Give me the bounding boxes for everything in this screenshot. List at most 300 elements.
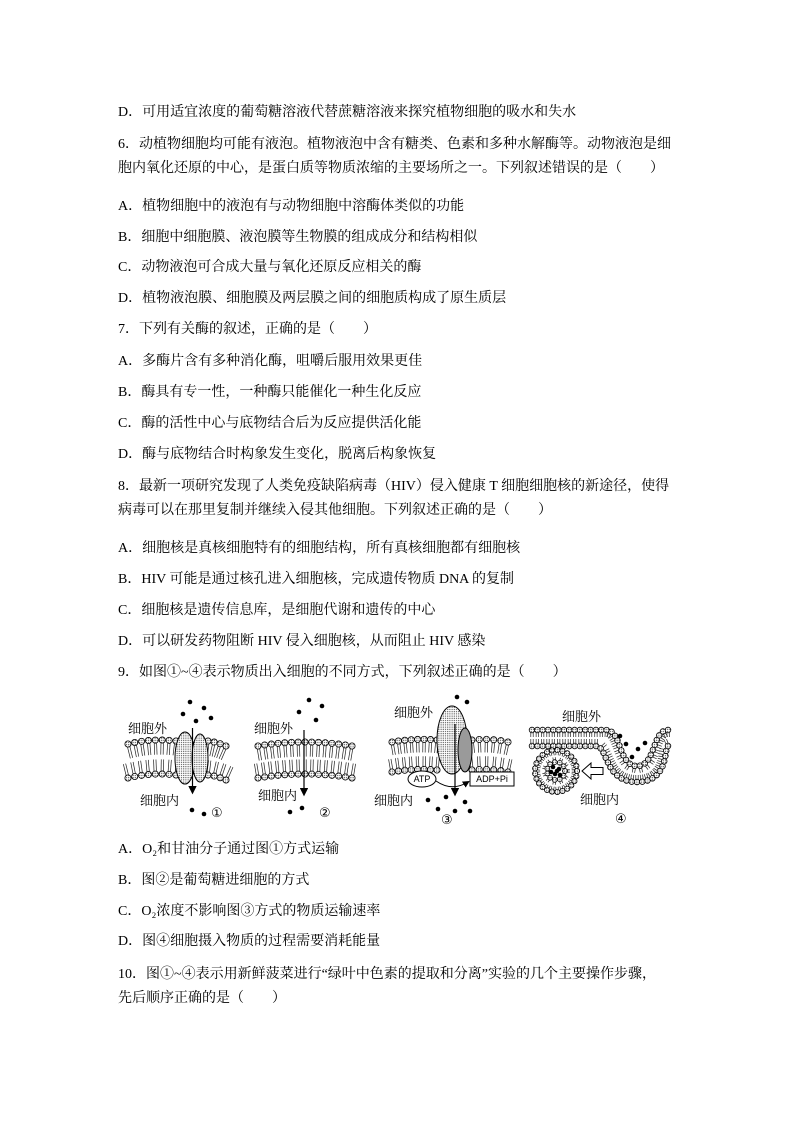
phospholipid-tail bbox=[548, 760, 550, 762]
phospholipid-tail bbox=[666, 739, 668, 743]
phospholipid-tail bbox=[565, 778, 567, 779]
panel-1-number: ① bbox=[211, 805, 223, 820]
solute-particle bbox=[630, 755, 635, 760]
solute-particle bbox=[314, 718, 319, 723]
question-9-option-d: D．图④细胞摄入物质的过程需要消耗能量 bbox=[118, 934, 381, 949]
phospholipid-head bbox=[598, 727, 604, 733]
phospholipid-head bbox=[561, 743, 567, 749]
phospholipid-tail bbox=[572, 774, 575, 775]
phospholipid-head bbox=[217, 741, 223, 747]
panel-3-number: ③ bbox=[441, 812, 453, 827]
phospholipid-tail bbox=[602, 743, 605, 746]
phospholipid-head bbox=[529, 727, 535, 733]
phospholipid-head bbox=[572, 743, 578, 749]
phospholipid-tail bbox=[606, 751, 610, 753]
solute-particle bbox=[202, 812, 207, 817]
solute-particle bbox=[288, 810, 293, 815]
phospholipid-tail bbox=[569, 780, 571, 781]
phospholipid-tail bbox=[567, 758, 569, 760]
phospholipid-tail bbox=[271, 747, 272, 758]
phospholipid-head bbox=[268, 773, 274, 779]
phospholipid-head bbox=[572, 758, 577, 763]
phospholipid-head bbox=[211, 739, 217, 745]
phospholipid-tail bbox=[214, 762, 217, 773]
phospholipid-tail bbox=[546, 761, 548, 763]
phospholipid-tail bbox=[320, 760, 321, 771]
panel-2-number: ② bbox=[319, 805, 331, 820]
question-9-option-a: A．O₂和甘油分子通过图①方式运输 bbox=[118, 842, 340, 857]
phospholipid-tail bbox=[546, 779, 548, 781]
phospholipid-tail bbox=[394, 745, 396, 755]
phospholipid-tail bbox=[645, 766, 648, 769]
phospholipid-tail bbox=[560, 782, 561, 784]
phospholipid-head bbox=[588, 743, 594, 749]
phospholipid-tail bbox=[628, 774, 629, 778]
phospholipid-tail bbox=[324, 760, 325, 771]
phospholipid-tail bbox=[657, 762, 661, 764]
phospholipid-tail bbox=[171, 760, 172, 771]
phospholipid-tail bbox=[254, 764, 256, 775]
solute-particle bbox=[636, 747, 641, 752]
question-8-option-d: D．可以研发药物阻断 HIV 侵入细胞核，从而阻止 HIV 感染 bbox=[118, 634, 486, 649]
phospholipid-tail bbox=[539, 778, 541, 779]
solute-particle bbox=[190, 808, 195, 813]
phospholipid-tail bbox=[389, 759, 391, 769]
phospholipid-tail bbox=[173, 744, 174, 755]
phospholipid-head bbox=[262, 774, 268, 780]
phospholipid-head bbox=[336, 741, 342, 747]
phospholipid-tail bbox=[620, 761, 623, 763]
phospholipid-tail bbox=[354, 764, 356, 775]
phospholipid-head bbox=[275, 772, 281, 778]
panel-1-inside-label: 细胞内 bbox=[140, 793, 180, 808]
phospholipid-head bbox=[302, 739, 308, 745]
phospholipid-head bbox=[268, 741, 274, 747]
phospholipid-head bbox=[408, 737, 414, 743]
phospholipid-head bbox=[572, 727, 578, 733]
phospholipid-head bbox=[389, 739, 395, 745]
phospholipid-head bbox=[159, 771, 165, 777]
phospholipid-tail bbox=[344, 748, 346, 759]
phospholipid-tail bbox=[329, 746, 330, 757]
phospholipid-tail bbox=[347, 763, 349, 774]
solute-particle bbox=[455, 695, 460, 700]
phospholipid-tail bbox=[613, 748, 617, 749]
phospholipid-tail bbox=[616, 768, 619, 771]
phospholipid-tail bbox=[286, 746, 287, 757]
phospholipid-tail bbox=[277, 747, 278, 758]
solute-particle bbox=[320, 704, 325, 709]
phospholipid-head bbox=[483, 736, 489, 742]
phospholipid-tail bbox=[562, 759, 563, 761]
phospholipid-tail bbox=[632, 768, 633, 772]
phospholipid-tail bbox=[327, 760, 328, 771]
phospholipid-head bbox=[132, 739, 138, 745]
phospholipid-tail bbox=[572, 768, 575, 769]
solute-particle bbox=[463, 800, 468, 805]
phospholipid-tail bbox=[538, 776, 540, 777]
phospholipid-tail bbox=[406, 743, 407, 753]
phospholipid-tail bbox=[500, 758, 502, 768]
phospholipid-tail bbox=[332, 747, 333, 758]
phospholipid-tail bbox=[226, 766, 231, 777]
phospholipid-tail bbox=[621, 763, 624, 765]
solute-particle bbox=[468, 809, 473, 814]
phospholipid-tail bbox=[610, 738, 614, 740]
solute-particle bbox=[444, 795, 449, 800]
phospholipid-tail bbox=[617, 755, 621, 757]
question-10-stem: 先后顺序正确的是（ ） bbox=[118, 991, 286, 1006]
phospholipid-head bbox=[535, 727, 541, 733]
phospholipid-tail bbox=[569, 761, 571, 762]
phospholipid-head bbox=[415, 736, 421, 742]
question-8-option-a: A．细胞核是真核细胞特有的细胞结构，所有真核细胞都有细胞核 bbox=[118, 541, 521, 556]
phospholipid-head bbox=[434, 767, 440, 773]
question-6-option-b: B．细胞中细胞膜、液泡膜等生物膜的组成成分和结构相似 bbox=[118, 230, 478, 245]
phospholipid-tail bbox=[622, 772, 624, 776]
phospholipid-head bbox=[476, 736, 482, 742]
phospholipid-tail bbox=[342, 748, 344, 759]
phospholipid-head bbox=[395, 738, 401, 744]
question-6-stem: 6．动植物细胞均可能有液泡。植物液泡中含有糖类、色素和多种水解酶等。动物液泡是细 bbox=[118, 137, 671, 152]
phospholipid-head bbox=[533, 771, 538, 776]
phospholipid-head bbox=[309, 739, 315, 745]
phospholipid-tail bbox=[611, 761, 615, 763]
phospholipid-head bbox=[275, 740, 281, 746]
phospholipid-tail bbox=[608, 754, 612, 756]
phospholipid-head bbox=[302, 771, 308, 777]
solute-particle bbox=[549, 770, 554, 775]
phospholipid-tail bbox=[549, 786, 550, 788]
phospholipid-head bbox=[315, 771, 321, 777]
phospholipid-head bbox=[583, 743, 589, 749]
phospholipid-tail bbox=[647, 773, 648, 777]
phospholipid-tail bbox=[432, 757, 433, 767]
atp-hydrolysis-arrow bbox=[436, 781, 468, 787]
phospholipid-head bbox=[421, 736, 427, 742]
phospholipid-tail bbox=[612, 763, 616, 765]
question-9-option-c: C．O₂浓度不影响图③方式的物质运输速率 bbox=[118, 904, 381, 919]
phospholipid-tail bbox=[643, 775, 644, 779]
phospholipid-head bbox=[282, 772, 288, 778]
phospholipid-head bbox=[535, 743, 541, 749]
panel-4-inside-label: 细胞内 bbox=[580, 792, 620, 807]
phospholipid-head bbox=[534, 776, 539, 781]
phospholipid-tail bbox=[431, 743, 432, 753]
phospholipid-tail bbox=[404, 743, 405, 753]
phospholipid-head bbox=[634, 779, 640, 785]
phospholipid-tail bbox=[143, 744, 145, 755]
phospholipid-head bbox=[555, 789, 560, 794]
phospholipid-tail bbox=[280, 746, 281, 757]
phospholipid-tail bbox=[610, 758, 614, 760]
solute-particle bbox=[436, 807, 441, 812]
phospholipid-head bbox=[295, 771, 301, 777]
phospholipid-tail bbox=[635, 769, 636, 773]
phospholipid-tail bbox=[134, 746, 136, 757]
phospholipid-tail bbox=[620, 771, 623, 774]
phospholipid-tail bbox=[543, 758, 545, 760]
phospholipid-tail bbox=[137, 745, 139, 756]
phospholipid-tail bbox=[336, 747, 337, 758]
phospholipid-tail bbox=[257, 749, 259, 760]
phospholipid-tail bbox=[506, 745, 508, 755]
solute-particle bbox=[624, 742, 629, 747]
phospholipid-tail bbox=[228, 767, 233, 778]
phospholipid-tail bbox=[565, 763, 567, 764]
phospholipid-tail bbox=[148, 744, 149, 755]
phospholipid-tail bbox=[500, 744, 502, 754]
phospholipid-head bbox=[329, 772, 335, 778]
solute-particle bbox=[202, 706, 207, 711]
phospholipid-head bbox=[223, 777, 229, 783]
phospholipid-tail bbox=[655, 766, 659, 768]
phospholipid-head bbox=[552, 778, 557, 783]
phospholipid-head bbox=[665, 743, 671, 749]
phospholipid-tail bbox=[273, 747, 274, 758]
question-8-option-c: C．细胞核是遗传信息库，是细胞代谢和遗传的中心 bbox=[118, 603, 436, 618]
adp-label: ADP+Pi bbox=[476, 774, 508, 784]
phospholipid-head bbox=[342, 774, 348, 780]
phospholipid-tail bbox=[613, 765, 617, 767]
phospholipid-tail bbox=[540, 761, 542, 763]
phospholipid-tail bbox=[333, 761, 334, 772]
panel-3-inside-label: 细胞内 bbox=[374, 793, 414, 808]
phospholipid-tail bbox=[290, 760, 291, 771]
phospholipid-tail bbox=[562, 786, 563, 788]
phospholipid-tail bbox=[661, 738, 664, 740]
phospholipid-head bbox=[545, 727, 551, 733]
phospholipid-tail bbox=[409, 757, 410, 767]
solute-particle bbox=[453, 809, 458, 814]
phospholipid-tail bbox=[660, 749, 664, 750]
phospholipid-head bbox=[593, 727, 599, 733]
phospholipid-head bbox=[315, 739, 321, 745]
phospholipid-head bbox=[255, 775, 261, 781]
phospholipid-tail bbox=[413, 743, 414, 753]
phospholipid-head bbox=[545, 743, 551, 749]
solute-particle bbox=[188, 700, 193, 705]
phospholipid-tail bbox=[659, 742, 663, 744]
phospholipid-tail bbox=[148, 760, 149, 771]
phospholipid-tail bbox=[284, 746, 285, 757]
phospholipid-head bbox=[563, 769, 568, 774]
panel-4-number: ④ bbox=[615, 811, 627, 826]
phospholipid-head bbox=[336, 773, 342, 779]
question-9-stem: 9．如图①~④表示物质出入细胞的不同方式，下列叙述正确的是（ ） bbox=[118, 665, 567, 680]
phospholipid-head bbox=[551, 727, 557, 733]
phospholipid-head bbox=[574, 774, 579, 779]
phospholipid-tail bbox=[338, 747, 339, 758]
phospholipid-head bbox=[322, 740, 328, 746]
phospholipid-tail bbox=[542, 773, 544, 774]
question-7-option-a: A．多酶片含有多种消化酶，咀嚼后服用效果更佳 bbox=[118, 354, 423, 369]
phospholipid-tail bbox=[567, 783, 569, 785]
phospholipid-head bbox=[540, 727, 546, 733]
panel-1-outside-label: 细胞外 bbox=[128, 721, 168, 736]
phospholipid-tail bbox=[611, 741, 615, 743]
phospholipid-tail bbox=[660, 740, 664, 742]
phospholipid-head bbox=[533, 766, 538, 771]
phospholipid-head bbox=[549, 748, 554, 753]
phospholipid-tail bbox=[491, 743, 492, 753]
phospholipid-tail bbox=[128, 747, 131, 758]
phospholipid-tail bbox=[391, 745, 393, 755]
phospholipid-tail bbox=[542, 768, 544, 769]
solute-particle bbox=[426, 798, 431, 803]
phospholipid-tail bbox=[133, 762, 135, 773]
panel-4-outside-label: 细胞外 bbox=[562, 709, 602, 724]
phospholipid-tail bbox=[562, 781, 563, 783]
panel-2-outside-label: 细胞外 bbox=[254, 721, 294, 736]
phospholipid-tail bbox=[264, 762, 266, 773]
phospholipid-tail bbox=[614, 750, 618, 752]
phospholipid-head bbox=[322, 772, 328, 778]
phospholipid-tail bbox=[650, 762, 653, 764]
phospholipid-tail bbox=[348, 749, 350, 760]
phospholipid-head bbox=[661, 758, 667, 764]
phospholipid-tail bbox=[141, 745, 143, 756]
phospholipid-tail bbox=[285, 760, 286, 771]
phospholipid-tail bbox=[653, 757, 657, 759]
phospholipid-head bbox=[255, 743, 261, 749]
phospholipid-tail bbox=[568, 781, 570, 783]
phospholipid-tail bbox=[538, 765, 540, 766]
phospholipid-tail bbox=[656, 765, 660, 767]
question-7-option-b: B．酶具有专一性，一种酶只能催化一种生化反应 bbox=[118, 385, 422, 400]
question-7-stem: 7．下列有关酶的叙述，正确的是（ ） bbox=[118, 322, 377, 337]
phospholipid-head bbox=[640, 779, 646, 785]
option-d: D．可用适宜浓度的葡萄糖溶液代替蔗糖溶液来探究植物细胞的吸水和失水 bbox=[118, 105, 577, 120]
phospholipid-tail bbox=[325, 746, 326, 757]
phospholipid-tail bbox=[169, 744, 170, 755]
phospholipid-head bbox=[145, 771, 151, 777]
phospholipid-head bbox=[582, 727, 588, 733]
question-8-stem: 8．最新一项研究发现了人类免疫缺陷病毒（HIV）侵入健康 T 细胞细胞核的新途径，使得 bbox=[118, 479, 670, 494]
phospholipid-tail bbox=[290, 745, 291, 756]
phospholipid-tail bbox=[647, 765, 650, 768]
phospholipid-tail bbox=[210, 761, 211, 772]
phospholipid-head bbox=[574, 763, 579, 768]
phospholipid-tail bbox=[542, 781, 544, 783]
phospholipid-tail bbox=[275, 761, 276, 772]
phospholipid-tail bbox=[571, 776, 574, 777]
phospholipid-tail bbox=[331, 761, 332, 772]
phospholipid-head bbox=[282, 740, 288, 746]
phospholipid-tail bbox=[150, 744, 151, 755]
phospholipid-tail bbox=[658, 758, 662, 759]
phospholipid-tail bbox=[412, 757, 413, 767]
phospholipid-tail bbox=[664, 740, 666, 744]
question-10-stem: 10．图①~④表示用新鲜菠菜进行“绿叶中色素的提取和分离”实验的几个主要操作步骤， bbox=[118, 967, 656, 982]
phospholipid-tail bbox=[560, 753, 561, 755]
phospholipid-head bbox=[329, 740, 335, 746]
phospholipid-tail bbox=[436, 757, 437, 767]
panel-2-inside-label: 细胞内 bbox=[258, 788, 298, 803]
phospholipid-tail bbox=[547, 755, 548, 757]
phospholipid-tail bbox=[123, 764, 126, 775]
phospholipid-head bbox=[125, 741, 131, 747]
phospholipid-tail bbox=[210, 745, 213, 756]
phospholipid-tail bbox=[547, 785, 548, 787]
solute-particle bbox=[181, 712, 186, 717]
phospholipid-tail bbox=[563, 785, 564, 787]
panel-3-outside-label: 细胞外 bbox=[394, 705, 434, 720]
phospholipid-tail bbox=[398, 744, 399, 754]
phospholipid-tail bbox=[498, 744, 500, 754]
solute-particle bbox=[209, 716, 214, 721]
phospholipid-tail bbox=[395, 758, 396, 768]
phospholipid-tail bbox=[504, 745, 506, 755]
question-6-option-d: D．植物液泡膜、细胞膜及两层膜之间的细胞质构成了原生质层 bbox=[118, 291, 507, 306]
phospholipid-tail bbox=[430, 756, 431, 766]
phospholipid-tail bbox=[435, 743, 436, 753]
phospholipid-head bbox=[152, 737, 158, 743]
phospholipid-tail bbox=[639, 769, 640, 773]
phospholipid-tail bbox=[410, 743, 411, 753]
phospholipid-head bbox=[560, 788, 565, 793]
phospholipid-head bbox=[549, 789, 554, 794]
phospholipid-head bbox=[555, 747, 560, 752]
phospholipid-tail bbox=[654, 755, 658, 757]
phospholipid-tail bbox=[319, 745, 320, 756]
phospholipid-tail bbox=[612, 743, 616, 745]
solute-particle bbox=[558, 773, 563, 778]
phospholipid-tail bbox=[257, 763, 259, 774]
solute-particle bbox=[465, 700, 470, 705]
phospholipid-tail bbox=[658, 756, 662, 757]
phospholipid-tail bbox=[391, 759, 393, 769]
phospholipid-tail bbox=[261, 763, 263, 774]
phospholipid-tail bbox=[268, 762, 269, 773]
phospholipid-tail bbox=[141, 761, 143, 772]
phospholipid-head bbox=[349, 743, 355, 749]
phospholipid-tail bbox=[545, 784, 547, 786]
phospholipid-tail bbox=[548, 780, 550, 782]
phospholipid-head bbox=[402, 737, 408, 743]
phospholipid-tail bbox=[549, 754, 550, 756]
phospholipid-tail bbox=[221, 749, 226, 760]
solute-particle bbox=[300, 806, 305, 811]
solute-particle bbox=[643, 741, 648, 746]
question-9-option-b: B．图②是葡萄糖进细胞的方式 bbox=[118, 873, 310, 888]
phospholipid-tail bbox=[131, 762, 133, 773]
phospholipid-head bbox=[577, 743, 583, 749]
phospholipid-tail bbox=[216, 762, 219, 773]
phospholipid-head bbox=[566, 727, 572, 733]
phospholipid-head bbox=[309, 771, 315, 777]
phospholipid-head bbox=[561, 764, 566, 769]
phospholipid-tail bbox=[545, 756, 547, 758]
phospholipid-head bbox=[211, 773, 217, 779]
phospholipid-tail bbox=[400, 744, 401, 754]
phospholipid-tail bbox=[563, 755, 564, 757]
phospholipid-tail bbox=[542, 759, 544, 761]
phospholipid-tail bbox=[562, 754, 563, 756]
phospholipid-head bbox=[349, 775, 355, 781]
phospholipid-tail bbox=[264, 748, 266, 759]
phospholipid-head bbox=[665, 727, 671, 733]
phospholipid-tail bbox=[560, 786, 561, 788]
phospholipid-tail bbox=[494, 743, 495, 753]
carrier-protein bbox=[458, 728, 472, 772]
phospholipid-tail bbox=[167, 743, 168, 754]
phospholipid-head bbox=[166, 737, 172, 743]
phospholipid-head bbox=[262, 742, 268, 748]
phospholipid-tail bbox=[618, 769, 621, 772]
question-6-stem: 胞内氧化还原的中心，是蛋白质等物质浓缩的主要场所之一。下列叙述错误的是（ ） bbox=[118, 161, 664, 176]
phospholipid-head bbox=[529, 743, 535, 749]
